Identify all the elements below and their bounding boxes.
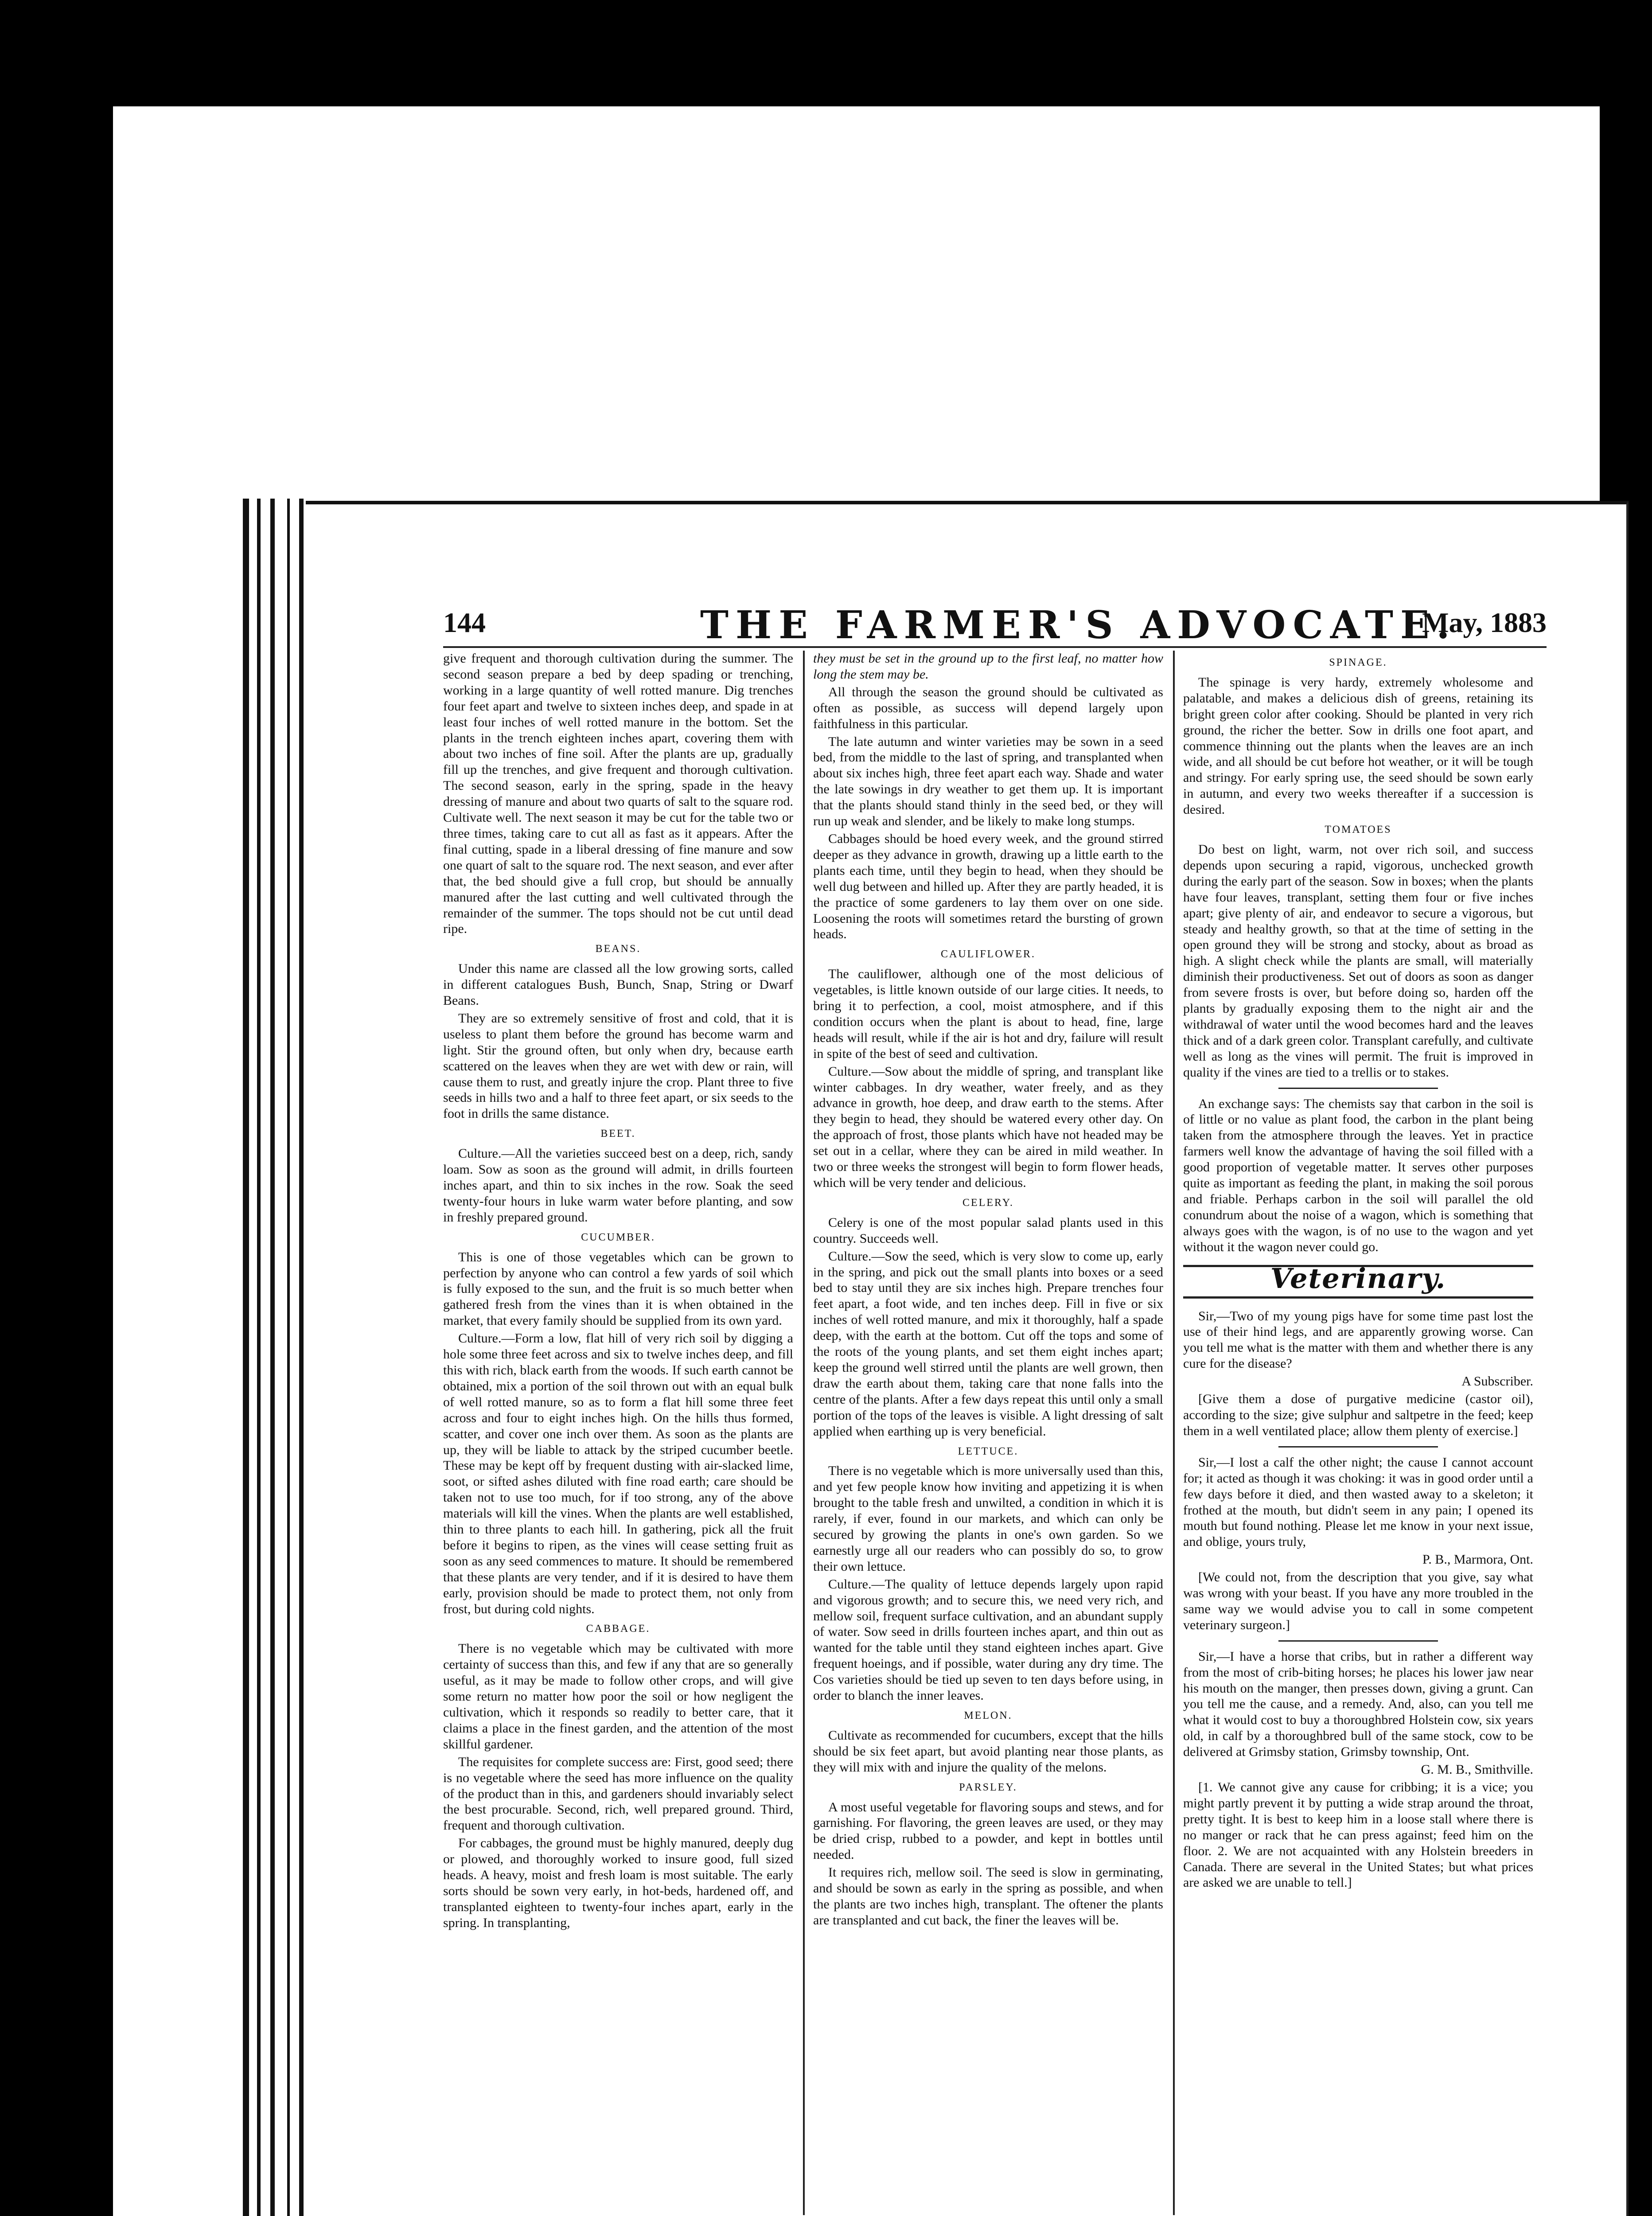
column-right — [1183, 651, 1533, 2215]
letter-signature: G. M. B., Smithville. — [1421, 1762, 1533, 1777]
paragraph: The cauliflower, although one of the most delicious of vegetables, is little known outside of our large cities. It needs, to bring it to perfection, a cool, moist atmosphere, and if this condition occurs when the plant is about to head, fine, large heads will result, while if the air is hot and dry, failure will result in spite of the best of seed and cultivation. — [813, 967, 1163, 1061]
exchange-paragraph: An exchange says: The chemists say that carbon in the soil is of little or no value as plant food, the carbon in the plant being taken from the atmosphere through the leaves. Yet in practice farmers well know the advantage of having the soil filled with a good proportion of vegetable matter. It serves other purposes quite as important as feeding the plant, in making the soil porous and friable. Perhaps carbon in the soil will parallel the old conundrum about the noise of a wagon, which is something that always goes with the wagon, is of no use to the wagon and yet without it the wagon never could go. — [1183, 1096, 1533, 1254]
section-heading-celery: CELERY. — [962, 1197, 1014, 1209]
section-heading-tomatoes: TOMATOES — [1325, 824, 1392, 836]
paragraph: Culture.—Sow the seed, which is very slow to come up, early in the spring, and pick out the small plants into boxes or a seed bed to stay until they are six inches high. Prepare trenches four feet apart, a foot wide, and ten inches deep. Fill in five or six inches of well rotted manure, and mix it thoroughly, half a spade deep, with the earth at the bottom. Cut off the tops and some of the roots of the young plants, and set them eight inches apart; keep the ground well stirred until the plants are well grown, then draw the earth about them, taking care that none falls into the centre of the plants. After a few days repeat this until only a small portion of the tops of the leaves is visible. A light dressing of salt applied when earthing up is very beneficial. — [813, 1248, 1163, 1439]
section-heading-cucumber: CUCUMBER. — [581, 1231, 655, 1243]
section-heading-beet: BEET. — [600, 1128, 636, 1140]
column-rule — [803, 651, 805, 2215]
section-heading-cauliflower: CAULIFLOWER. — [941, 948, 1036, 960]
paragraph: The spinage is very hardy, extremely wholesome and palatable, and makes a delicious dish of greens, retaining its bright green color after cooking. Should be planted in very rich ground, the richer the better. Sow in drills one foot apart, and commence thinning out the plants when the leaves are an inch wide, and all should be cut before hot weather, or it will be tough and stringy. For early spring use, the seed should be sown early in autumn, and every two weeks thereafter if a succession is desired. — [1183, 675, 1533, 817]
page-edge-line — [257, 499, 261, 2216]
paragraph: The late autumn and winter varieties may be sown in a seed bed, from the middle to the last of spring, and transplanted when about six inches high, three feet apart each way. Shade and water the late sowings in dry weather to get them up. It is important that the plants should stand thinly in the seed bed, or they will run up weak and slender, and be likely to make long stumps. — [813, 734, 1163, 829]
paragraph: There is no vegetable which is more universally used than this, and yet few people know how inviting and appetizing it is when brought to the table fresh and unwilted, a condition in which it is rarely, if ever, found in our markets, and which can only be secured by growing the plants in one's own garden. So we earnestly urge all our readers who can possibly do so, to grow their own lettuce. — [813, 1463, 1163, 1574]
veterinary-heading-box — [1183, 1262, 1533, 1299]
page-edge-line — [299, 499, 304, 2216]
letter-question: Sir,—I lost a calf the other night; the cause I cannot account for; it acted as though it was choking: it was in good order until a few days before it died, and then wasted away to a skeleton; it frothed at the mouth, but didn't seem in any pain; I opened its mouth but found nothing. Please let me know in your next issue, and oblige, yours truly, — [1183, 1455, 1533, 1549]
page-edge-line — [270, 499, 275, 2216]
newspaper-page — [306, 501, 1629, 2216]
paragraph: All through the season the ground should be cultivated as often as possible, as success will depend largely upon faithfulness in this particular. — [813, 684, 1163, 731]
page-edge-line — [243, 499, 249, 2216]
letter-question: Sir,—I have a horse that cribs, but in rather a different way from the most of crib-biting horses; he places his lower jaw near his mouth on the manger, then presses down, giving a grunt. Can you tell me the cause, and a remedy. And, also, can you tell me what it would cost to buy a thoroughbred Holstein cow, six years old, in calf by a thoroughbred bull of the same stock, cow to be delivered at Grimsby station, Grimsby township, Ont. — [1183, 1649, 1533, 1760]
section-heading-lettuce: LETTUCE. — [958, 1445, 1019, 1457]
paragraph: Under this name are classed all the low growing sorts, called in different catalogues Bush, Bunch, Snap, String or Dwarf Beans. — [443, 961, 793, 1008]
section-heading-parsley: PARSLEY. — [959, 1781, 1017, 1793]
issue-date: May, 1883 — [1422, 607, 1547, 638]
paragraph: Celery is one of the most popular salad plants used in this country. Succeeds well. — [813, 1215, 1163, 1246]
paragraph: Culture.—Sow about the middle of spring, and transplant like winter cabbages. In dry weather, water freely, and as they advance in growth, hoe deep, and draw earth to the stems. After they begin to head, they should be watered every other day. On the approach of frost, those plants which have not headed may be set out in a cellar, where they can be aired in mild weather. In two or three weeks the strongest will begin to form flower heads, which will be very tender and delicious. — [813, 1064, 1163, 1190]
paragraph: This is one of those vegetables which can be grown to perfection by anyone who can control a few yards of soil which is fully exposed to the sun, and the fruit is so much better when gathered fresh from the vines than it is when obtained in the market, that every family should be supplied from its own yard. — [443, 1249, 793, 1328]
masthead-title: THE FARMER'S ADVOCATE. — [700, 603, 1457, 648]
divider — [1278, 1446, 1438, 1447]
paragraph: Culture.—All the varieties succeed best on a deep, rich, sandy loam. Sow as soon as the ground will admit, in drills fourteen inches apart, and thin to six inches in the row. Soak the seed twenty-four hours in luke warm water before planting, and sow in freshly prepared ground. — [443, 1146, 793, 1225]
editor-reply: [1. We cannot give any cause for cribbing; it is a vice; you might partly prevent it by putting a wide strap around the throat, pretty tight. It is best to keep him in a loose stall where there is no manger or rack that he can press against; feed him on the floor. 2. We are not acquainted with any Holstein breeders in Canada. There are several in the United States; but what prices are asked we are unable to tell.] — [1183, 1780, 1533, 1890]
divider — [1278, 1088, 1438, 1089]
paragraph: Cabbages should be hoed every week, and the ground stirred deeper as they advance in growth, drawing up a little earth to the plants each time, until they begin to head, when they should be well dug between and hilled up. After they are partly headed, it is the practice of some gardeners to lay them over on one side. Loosening the roots will sometimes retard the bursting of grown heads. — [813, 831, 1163, 942]
page-header — [443, 597, 1547, 648]
paragraph: Cultivate as recommended for cucumbers, except that the hills should be six feet apart, but avoid planting near those plants, as they will mix with and injure the quality of the melons. — [813, 1728, 1163, 1775]
editor-reply: [We could not, from the description that you give, say what was wrong with your beast. If you have any more troubled in the same way we would advise you to call in some competent veterinary surgeon.] — [1183, 1570, 1533, 1632]
paragraph: A most useful vegetable for flavoring soups and stews, and for garnishing. For flavoring, the green leaves are used, or they may be dried crisp, rubbed to a powder, and kept in bottles until needed. — [813, 1799, 1163, 1862]
page-number: 144 — [443, 607, 486, 638]
paragraph: Do best on light, warm, not over rich soil, and success depends upon securing a rapid, vigorous, unchecked growth during the early part of the season. Sow in boxes; when the plants have four leaves, transplant, setting them four or five inches apart; give plenty of air, and endeavor to secure a vigorous, but steady and healthy growth, so that at the time of setting in the open ground they will be strong and stocky, about as broad as high. A slight check while the plants are small, will materially diminish their productiveness. Set out of doors as soon as danger from severe frosts is over, but before doing so, harden off the plants by gradually exposing them to the night air and the withdrawal of water until the wood becomes hard and the leaves thick and of a dark green color. Transplant carefully, and cultivate well as long as the vines will permit. The fruit is improved in quality if the vines are tied to a trellis or to stakes. — [1183, 842, 1533, 1080]
section-heading-cabbage: CABBAGE. — [586, 1623, 651, 1635]
section-heading-spinage: SPINAGE. — [1329, 657, 1387, 668]
paragraph: Culture.—The quality of lettuce depends largely upon rapid and vigorous growth; and to secure this, we need very rich, and mellow soil, frequent surface cultivation, and an abundant supply of water. Sow seed in drills fourteen inches apart, and thin out as wanted for the table until they stand eighteen inches apart. Give frequent hoeings, and if possible, water during any dry time. The Cos varieties should be tied up seven to ten days before using, in order to blanch the inner leaves. — [813, 1576, 1163, 1703]
letter-signature: A Subscriber. — [1461, 1374, 1533, 1389]
paragraph: For cabbages, the ground must be highly manured, deeply dug or plowed, and thoroughly worked to insure good, full sized heads. A heavy, moist and fresh loam is most suitable. The early sorts should be sown very early, in hot-beds, hardened off, and transplanted eighteen to twenty-four inches apart, early in the spring. In transplanting, — [443, 1836, 793, 1930]
column-middle — [813, 651, 1163, 2215]
column-left — [443, 651, 793, 2215]
book-page-stack — [239, 499, 306, 2216]
paragraph: The requisites for complete success are: First, good seed; there is no vegetable where the seed has more influence on the quality of the product than in this, and gardeners should invariably select the best procurable. Second, rich, well prepared ground. Third, frequent and thorough cultivation. — [443, 1754, 793, 1833]
cabbage-continued: they must be set in the ground up to the first leaf, no matter how long the stem may be. — [813, 651, 1163, 682]
section-heading-beans: BEANS. — [595, 943, 641, 955]
page-edge-line — [287, 499, 290, 2216]
letter-question: Sir,—Two of my young pigs have for some time past lost the use of their hind legs, and are apparently growing worse. Can you tell me what is the matter with them and whether there is any cure for the disease? — [1183, 1308, 1533, 1371]
divider — [1278, 1640, 1438, 1642]
letter-signature: P. B., Marmora, Ont. — [1422, 1552, 1533, 1567]
editor-reply: [Give them a dose of purgative medicine (castor oil), according to the size; give sulphur and saltpetre in the feed; keep them in a well ventilated place; allow them plenty of exercise.] — [1183, 1392, 1533, 1438]
paragraph: There is no vegetable which may be cultivated with more certainty of success than this, and few if any that are so generally useful, as it may be made to follow other crops, and will give some return no matter how poor the soil or how negligent the cultivation, which it responds so readily to better care, that it claims a place in the finest garden, and the attention of the most skillful gardener. — [443, 1641, 793, 1752]
column-rule — [1173, 651, 1175, 2215]
section-heading-melon: MELON. — [964, 1710, 1013, 1721]
paragraph: It requires rich, mellow soil. The seed is slow in germinating, and should be sown as early in the spring as possible, and when the plants are two inches high, transplant. The oftener the plants are transplanted and cut back, the finer the leaves will be. — [813, 1865, 1163, 1927]
paragraph: Culture.—Form a low, flat hill of very rich soil by digging a hole some three feet across and six to twelve inches deep, and fill this with rich, black earth from the woods. If such earth cannot be obtained, mix a portion of the soil thrown out with an equal bulk of well rotted manure, so as to form a flat hill some three feet across and four to eight inches high. On the hills thus formed, scatter, and cover one inch over them. As soon as the plants are up, they will be liable to attack by the striped cucumber beetle. These may be kept off by frequent dusting with air-slacked lime, soot, or sifted ashes diluted with fine road earth; care should be taken not to use too much, for if too strong, any of the above materials will kill the vines. When the plants are well established, thin to three plants to each hill. In gathering, pick all the fruit before it begins to ripen, as the vines will cease setting fruit as soon as any seed commences to mature. It should be remembered that these plants are very tender, and if it is desired to have them early, provision should be made to protect them, not only from frost, but during cold nights. — [443, 1331, 793, 1616]
asparagus-continued: give frequent and thorough cultivation during the summer. The second season prepare a bed by deep spading or trenching, working in a large quantity of well rotted manure. Dig trenches four feet apart and twelve to sixteen inches deep, and spade in at least four inches of well rotted manure in the bottom. Set the plants in the trench eighteen inches apart, covering them with about two inches of fine soil. After the plants are up, gradually fill up the trenches, and give frequent and thorough cultivation. The second season, early in the spring, spade in the heavy dressing of manure and about two quarts of salt to the square rod. Cultivate well. The next season it may be cut for the table two or three times, taking care to cut all as fast as it appears. After the final cutting, spade in a liberal dressing of fine manure and sow one quart of salt to the square rod. The next season, and ever after that, the bed should give a full crop, but should be annually manured after the last cutting and well cultivated through the remainder of the summer. The tops should not be cut until dead ripe. — [443, 651, 793, 936]
veterinary-heading: Veterinary. — [1270, 1262, 1446, 1295]
paragraph: They are so extremely sensitive of frost and cold, that it is useless to plant them before the ground has become warm and light. Stir the ground often, but only when dry, because earth scattered on the leaves when they are wet with dew or rain, will cause them to rust, and greatly injure the crop. Plant three to five seeds in hills two and a half to three feet apart, or six seeds to the foot in drills the same distance. — [443, 1010, 793, 1121]
